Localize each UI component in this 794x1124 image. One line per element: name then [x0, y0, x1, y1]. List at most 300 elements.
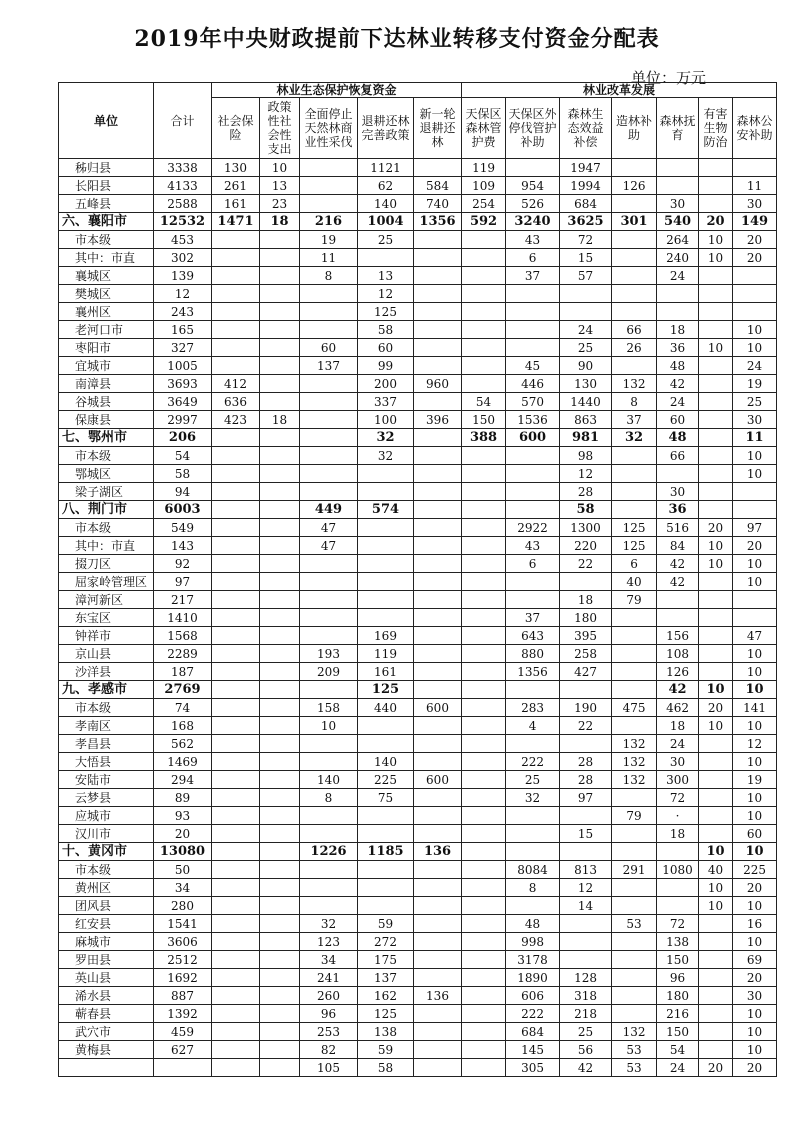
table-row — [59, 933, 777, 951]
row-value-cell — [699, 645, 733, 663]
row-value-cell — [300, 483, 358, 501]
row-value-cell — [699, 267, 733, 285]
row-value-cell: 97 — [560, 789, 612, 807]
row-value-cell: 96 — [657, 969, 699, 987]
row-value-cell: 16 — [733, 915, 777, 933]
row-value-cell — [462, 879, 506, 897]
unit-label: 单位：万元 — [630, 69, 706, 87]
row-value-cell: 36 — [657, 501, 699, 519]
row-value-cell — [612, 663, 657, 681]
row-value-cell — [260, 699, 300, 717]
table-row — [59, 1023, 777, 1041]
row-value-cell — [260, 987, 300, 1005]
row-value-cell: 10 — [260, 159, 300, 177]
row-unit-name: 六、襄阳市 — [59, 213, 154, 231]
row-value-cell — [462, 681, 506, 699]
row-value-cell — [657, 177, 699, 195]
row-value-cell — [300, 177, 358, 195]
row-value-cell: 449 — [300, 501, 358, 519]
row-value-cell — [699, 609, 733, 627]
row-unit-name: 枣阳市 — [59, 339, 154, 357]
row-value-cell — [212, 1041, 260, 1059]
row-value-cell — [414, 951, 462, 969]
row-value-cell — [506, 159, 560, 177]
row-value-cell — [462, 843, 506, 861]
row-value-cell: 540 — [657, 213, 699, 231]
row-unit-name: 其中：市直 — [59, 537, 154, 555]
row-value-cell: 220 — [560, 537, 612, 555]
row-value-cell — [212, 573, 260, 591]
row-value-cell: 241 — [300, 969, 358, 987]
row-value-cell — [260, 1005, 300, 1023]
row-value-cell: 440 — [358, 699, 414, 717]
row-value-cell: 388 — [462, 429, 506, 447]
row-value-cell: 130 — [212, 159, 260, 177]
row-unit-name: 麻城市 — [59, 933, 154, 951]
row-value-cell: 300 — [657, 771, 699, 789]
row-value-cell — [414, 1023, 462, 1041]
row-value-cell: 880 — [506, 645, 560, 663]
row-value-cell — [462, 1041, 506, 1059]
row-value-cell: 18 — [657, 717, 699, 735]
row-total-cell: 887 — [154, 987, 212, 1005]
row-value-cell: 32 — [358, 447, 414, 465]
row-total-cell: 93 — [154, 807, 212, 825]
row-unit-name: 浠水县 — [59, 987, 154, 1005]
row-unit-name: 秭归县 — [59, 159, 154, 177]
table-row — [59, 573, 777, 591]
table-row — [59, 735, 777, 753]
row-value-cell — [260, 591, 300, 609]
row-value-cell: 32 — [300, 915, 358, 933]
row-total-cell: 1541 — [154, 915, 212, 933]
row-value-cell — [699, 627, 733, 645]
row-total-cell: 1392 — [154, 1005, 212, 1023]
row-value-cell — [260, 861, 300, 879]
row-value-cell: 28 — [560, 771, 612, 789]
row-value-cell — [300, 807, 358, 825]
row-value-cell — [560, 573, 612, 591]
row-value-cell — [506, 897, 560, 915]
row-total-cell: 4133 — [154, 177, 212, 195]
row-value-cell — [300, 447, 358, 465]
table-row — [59, 447, 777, 465]
row-value-cell — [612, 843, 657, 861]
row-value-cell — [260, 519, 300, 537]
row-value-cell: 13 — [358, 267, 414, 285]
row-value-cell — [260, 573, 300, 591]
row-value-cell — [260, 735, 300, 753]
row-value-cell — [300, 735, 358, 753]
row-value-cell — [212, 339, 260, 357]
row-unit-name: 市本级 — [59, 231, 154, 249]
row-value-cell: 1890 — [506, 969, 560, 987]
row-value-cell: 42 — [560, 1059, 612, 1077]
row-value-cell — [300, 861, 358, 879]
row-value-cell: 600 — [506, 429, 560, 447]
table-row — [59, 249, 777, 267]
row-value-cell — [414, 357, 462, 375]
row-unit-name: 武穴市 — [59, 1023, 154, 1041]
row-value-cell: 10 — [733, 555, 777, 573]
row-value-cell: 20 — [733, 231, 777, 249]
row-value-cell — [612, 465, 657, 483]
row-value-cell — [212, 303, 260, 321]
row-value-cell — [212, 789, 260, 807]
row-value-cell: 69 — [733, 951, 777, 969]
row-total-cell: 54 — [154, 447, 212, 465]
row-value-cell — [733, 303, 777, 321]
row-value-cell — [462, 807, 506, 825]
row-value-cell — [612, 627, 657, 645]
row-value-cell: 10 — [733, 321, 777, 339]
row-value-cell — [657, 465, 699, 483]
table-row — [59, 915, 777, 933]
table-row — [59, 465, 777, 483]
row-unit-name: 孝昌县 — [59, 735, 154, 753]
row-value-cell: 240 — [657, 249, 699, 267]
row-value-cell — [699, 465, 733, 483]
row-value-cell: 119 — [462, 159, 506, 177]
row-total-cell: 294 — [154, 771, 212, 789]
row-value-cell — [260, 627, 300, 645]
row-value-cell: 475 — [612, 699, 657, 717]
row-value-cell — [212, 681, 260, 699]
row-value-cell — [414, 249, 462, 267]
row-value-cell — [260, 753, 300, 771]
row-value-cell — [733, 285, 777, 303]
row-value-cell: 600 — [414, 699, 462, 717]
row-unit-name: 南漳县 — [59, 375, 154, 393]
row-value-cell — [414, 591, 462, 609]
row-value-cell — [462, 555, 506, 573]
row-value-cell — [414, 879, 462, 897]
row-value-cell — [462, 1059, 506, 1077]
row-value-cell — [212, 645, 260, 663]
row-value-cell — [414, 969, 462, 987]
row-unit-name: 市本级 — [59, 861, 154, 879]
row-unit-name: 黄州区 — [59, 879, 154, 897]
row-value-cell: 42 — [657, 573, 699, 591]
row-value-cell: 960 — [414, 375, 462, 393]
row-value-cell: 18 — [657, 825, 699, 843]
row-value-cell: 56 — [560, 1041, 612, 1059]
row-unit-name: 长阳县 — [59, 177, 154, 195]
row-total-cell: 1469 — [154, 753, 212, 771]
header-col: 退耕还林完善政策 — [358, 98, 414, 159]
row-value-cell: 10 — [733, 717, 777, 735]
row-total-cell: 94 — [154, 483, 212, 501]
table-row — [59, 627, 777, 645]
row-value-cell: 150 — [657, 1023, 699, 1041]
row-value-cell — [612, 789, 657, 807]
row-value-cell — [462, 897, 506, 915]
row-value-cell: 10 — [699, 897, 733, 915]
row-value-cell — [260, 681, 300, 699]
row-value-cell — [612, 645, 657, 663]
row-value-cell: 225 — [733, 861, 777, 879]
row-value-cell: 10 — [699, 537, 733, 555]
table-row — [59, 645, 777, 663]
row-value-cell: 12 — [560, 879, 612, 897]
header-group-ecology: 林业生态保护恢复资金 — [212, 83, 462, 98]
row-value-cell — [462, 717, 506, 735]
row-value-cell — [560, 285, 612, 303]
row-value-cell: 10 — [733, 465, 777, 483]
row-value-cell: 526 — [506, 195, 560, 213]
row-value-cell: 258 — [560, 645, 612, 663]
row-value-cell: 32 — [358, 429, 414, 447]
table-row — [59, 321, 777, 339]
row-value-cell — [462, 1005, 506, 1023]
header-col: 社会保险 — [212, 98, 260, 159]
row-value-cell: 283 — [506, 699, 560, 717]
row-value-cell: 1440 — [560, 393, 612, 411]
row-value-cell — [657, 159, 699, 177]
row-value-cell: 253 — [300, 1023, 358, 1041]
row-value-cell — [358, 897, 414, 915]
row-value-cell — [699, 825, 733, 843]
row-value-cell: 193 — [300, 645, 358, 663]
row-value-cell: 98 — [560, 447, 612, 465]
row-value-cell — [699, 969, 733, 987]
row-value-cell — [212, 843, 260, 861]
row-value-cell: 18 — [260, 411, 300, 429]
row-value-cell: 10 — [733, 807, 777, 825]
row-value-cell — [612, 501, 657, 519]
row-value-cell — [414, 285, 462, 303]
row-unit-name: 孝南区 — [59, 717, 154, 735]
table-row — [59, 195, 777, 213]
row-value-cell: 2922 — [506, 519, 560, 537]
row-value-cell: 72 — [560, 231, 612, 249]
row-value-cell — [260, 501, 300, 519]
row-value-cell — [506, 339, 560, 357]
row-value-cell: 1356 — [414, 213, 462, 231]
row-value-cell: 15 — [560, 825, 612, 843]
row-value-cell: 136 — [414, 987, 462, 1005]
row-value-cell — [699, 357, 733, 375]
row-value-cell: 138 — [358, 1023, 414, 1041]
row-value-cell — [699, 915, 733, 933]
row-value-cell — [212, 231, 260, 249]
row-value-cell: 1185 — [358, 843, 414, 861]
row-total-cell: 206 — [154, 429, 212, 447]
row-value-cell — [260, 357, 300, 375]
row-value-cell — [300, 609, 358, 627]
row-value-cell — [300, 465, 358, 483]
row-value-cell: 4 — [506, 717, 560, 735]
row-value-cell — [300, 897, 358, 915]
row-value-cell — [212, 861, 260, 879]
row-value-cell — [260, 249, 300, 267]
row-value-cell: 100 — [358, 411, 414, 429]
row-value-cell — [414, 1041, 462, 1059]
row-total-cell: 89 — [154, 789, 212, 807]
row-value-cell — [462, 249, 506, 267]
table-row — [59, 879, 777, 897]
row-value-cell: 150 — [657, 951, 699, 969]
row-value-cell — [212, 555, 260, 573]
row-value-cell — [212, 1023, 260, 1041]
table-row-region — [59, 843, 777, 861]
row-value-cell — [657, 879, 699, 897]
row-value-cell: 22 — [560, 555, 612, 573]
row-value-cell — [212, 285, 260, 303]
row-total-cell: 2588 — [154, 195, 212, 213]
row-value-cell: 25 — [560, 1023, 612, 1041]
row-value-cell: 126 — [612, 177, 657, 195]
row-value-cell: 137 — [300, 357, 358, 375]
row-value-cell — [699, 1041, 733, 1059]
row-value-cell: 79 — [612, 807, 657, 825]
row-value-cell — [699, 501, 733, 519]
row-value-cell: 423 — [212, 411, 260, 429]
row-value-cell: 48 — [657, 357, 699, 375]
row-value-cell: 19 — [300, 231, 358, 249]
row-total-cell: 50 — [154, 861, 212, 879]
row-value-cell: 24 — [657, 735, 699, 753]
row-unit-name: 安陆市 — [59, 771, 154, 789]
row-value-cell: 10 — [733, 1041, 777, 1059]
row-unit-name: 黄梅县 — [59, 1041, 154, 1059]
row-value-cell: 125 — [358, 1005, 414, 1023]
row-total-cell: 453 — [154, 231, 212, 249]
row-unit-name: 保康县 — [59, 411, 154, 429]
table-row — [59, 951, 777, 969]
row-total-cell: 302 — [154, 249, 212, 267]
row-value-cell — [733, 501, 777, 519]
row-value-cell — [462, 591, 506, 609]
row-value-cell — [414, 321, 462, 339]
row-value-cell: 20 — [699, 1059, 733, 1077]
row-value-cell — [300, 285, 358, 303]
row-value-cell — [414, 735, 462, 753]
row-value-cell — [260, 969, 300, 987]
row-total-cell: 327 — [154, 339, 212, 357]
row-value-cell — [699, 933, 733, 951]
row-unit-name: 市本级 — [59, 699, 154, 717]
row-value-cell — [212, 897, 260, 915]
row-value-cell — [260, 393, 300, 411]
row-value-cell: 337 — [358, 393, 414, 411]
row-value-cell — [212, 771, 260, 789]
row-value-cell: 222 — [506, 753, 560, 771]
row-value-cell — [260, 465, 300, 483]
row-value-cell: 30 — [733, 987, 777, 1005]
row-unit-name: 宜城市 — [59, 357, 154, 375]
row-value-cell — [358, 879, 414, 897]
row-value-cell — [300, 195, 358, 213]
row-value-cell: 216 — [300, 213, 358, 231]
row-value-cell: 37 — [506, 267, 560, 285]
row-value-cell: 1300 — [560, 519, 612, 537]
row-value-cell: 125 — [358, 303, 414, 321]
row-value-cell — [414, 861, 462, 879]
row-value-cell: 981 — [560, 429, 612, 447]
row-value-cell: 318 — [560, 987, 612, 1005]
row-value-cell — [657, 843, 699, 861]
row-unit-name: 谷城县 — [59, 393, 154, 411]
row-value-cell: 123 — [300, 933, 358, 951]
row-value-cell — [560, 915, 612, 933]
row-total-cell: 562 — [154, 735, 212, 753]
row-value-cell: 954 — [506, 177, 560, 195]
row-value-cell — [212, 1005, 260, 1023]
row-value-cell — [414, 807, 462, 825]
row-unit-name: 鄂城区 — [59, 465, 154, 483]
table-row — [59, 969, 777, 987]
row-value-cell: 190 — [560, 699, 612, 717]
row-value-cell: 132 — [612, 753, 657, 771]
row-value-cell: 60 — [657, 411, 699, 429]
row-value-cell — [560, 951, 612, 969]
row-value-cell — [414, 573, 462, 591]
row-value-cell — [699, 393, 733, 411]
row-value-cell: 119 — [358, 645, 414, 663]
row-value-cell — [300, 681, 358, 699]
row-value-cell: 863 — [560, 411, 612, 429]
row-value-cell — [300, 411, 358, 429]
row-value-cell — [506, 303, 560, 321]
row-value-cell: 54 — [462, 393, 506, 411]
row-value-cell — [462, 627, 506, 645]
table-row — [59, 537, 777, 555]
row-value-cell — [260, 915, 300, 933]
row-value-cell — [414, 933, 462, 951]
row-value-cell — [260, 537, 300, 555]
row-value-cell — [358, 717, 414, 735]
row-value-cell — [699, 789, 733, 807]
row-value-cell — [414, 393, 462, 411]
row-value-cell: 96 — [300, 1005, 358, 1023]
row-value-cell — [414, 789, 462, 807]
row-value-cell — [462, 375, 506, 393]
row-value-cell — [462, 987, 506, 1005]
row-value-cell — [560, 303, 612, 321]
row-value-cell — [260, 429, 300, 447]
row-value-cell: 10 — [733, 645, 777, 663]
row-value-cell — [212, 429, 260, 447]
table-row — [59, 717, 777, 735]
row-value-cell — [699, 807, 733, 825]
row-value-cell: 254 — [462, 195, 506, 213]
row-value-cell — [733, 267, 777, 285]
row-value-cell — [699, 987, 733, 1005]
row-value-cell — [462, 537, 506, 555]
row-value-cell: 18 — [260, 213, 300, 231]
row-value-cell — [612, 249, 657, 267]
row-value-cell: 1121 — [358, 159, 414, 177]
row-value-cell — [462, 735, 506, 753]
table-row — [59, 231, 777, 249]
row-value-cell — [506, 825, 560, 843]
row-value-cell: 132 — [612, 735, 657, 753]
row-value-cell — [462, 501, 506, 519]
row-value-cell: 36 — [657, 339, 699, 357]
row-value-cell: 30 — [657, 195, 699, 213]
row-value-cell: 8 — [300, 267, 358, 285]
row-value-cell — [462, 447, 506, 465]
row-value-cell — [260, 1023, 300, 1041]
row-value-cell — [260, 951, 300, 969]
row-value-cell: 125 — [612, 519, 657, 537]
row-value-cell: 570 — [506, 393, 560, 411]
row-value-cell: 10 — [300, 717, 358, 735]
table-row — [59, 663, 777, 681]
row-value-cell — [462, 285, 506, 303]
table-row — [59, 753, 777, 771]
